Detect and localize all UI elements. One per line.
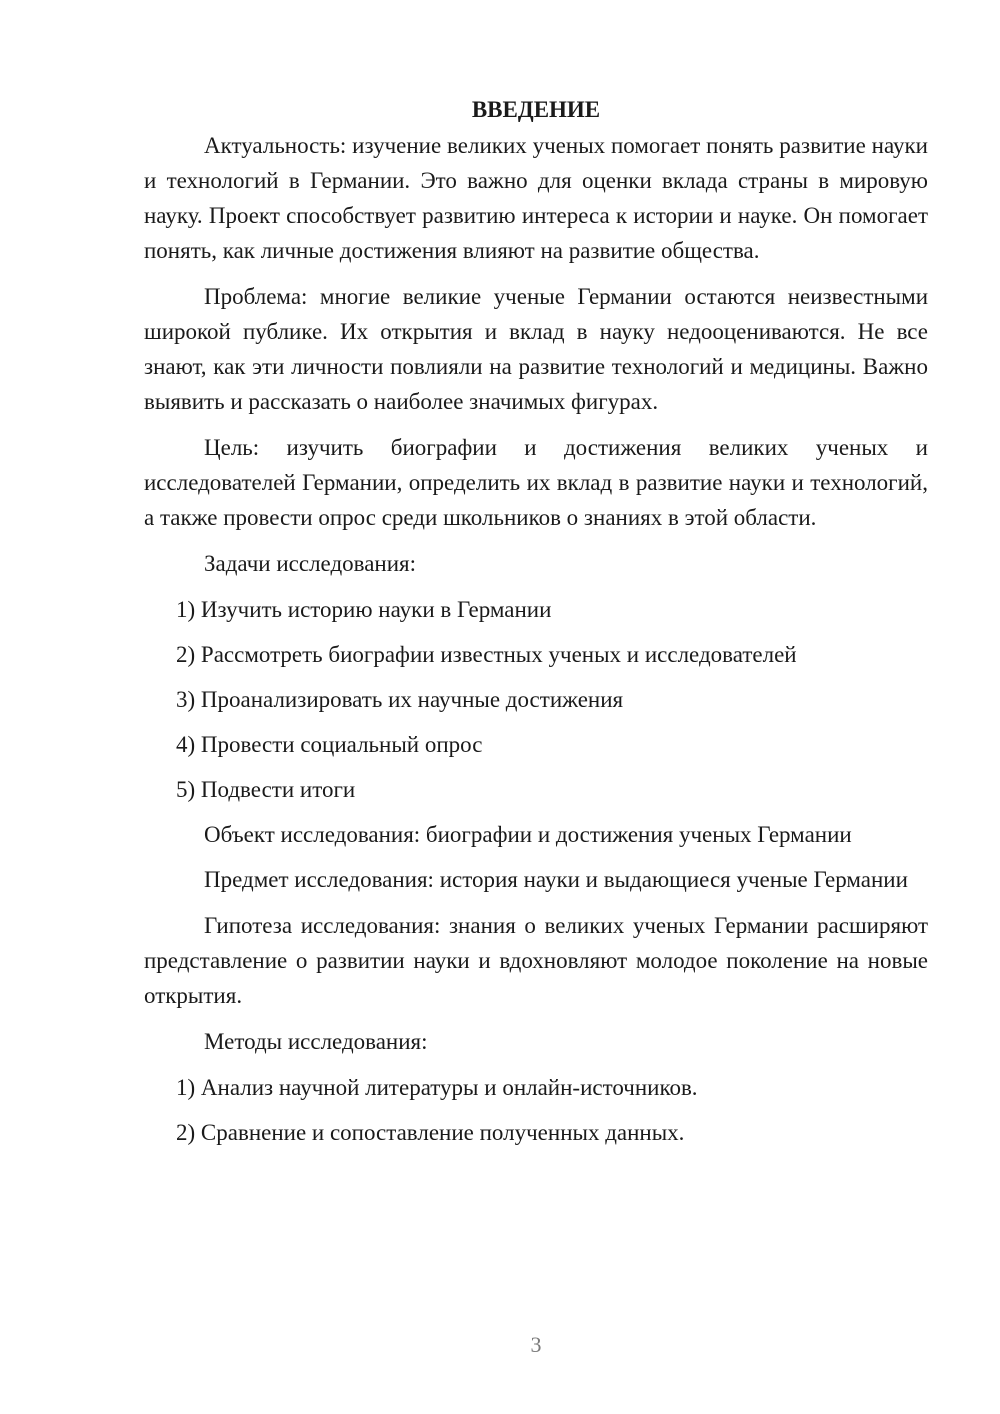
goal-paragraph: Цель: изучить биографии и достижения великих ученых и исследователей Германии, определить их вклад в развитие науки и технологий, а также провести опрос среди школьников о знаниях в этой области. [144,435,928,530]
hypothesis-paragraph: Гипотеза исследования: знания о великих ученых Германии расширяют представление о развитии науки и вдохновляют молодое поколение на новые открытия. [144,913,928,1008]
tasks-list [144,592,928,807]
list-item: 1) Анализ научной литературы и онлайн-источников. [176,1075,698,1100]
list-item: 2) Рассмотреть биографии известных ученых и исследователей [176,642,797,667]
list-item: 1) Изучить историю науки в Германии [176,597,552,622]
page-title: ВВЕДЕНИЕ [471,97,601,122]
document-page [144,92,928,1160]
list-item: 3) Проанализировать их научные достижения [176,687,624,712]
object-paragraph: Объект исследования: биографии и достижения ученых Германии [204,822,852,847]
list-item: 2) Сравнение и сопоставление полученных данных. [176,1120,685,1145]
methods-list [144,1070,928,1150]
list-item: 4) Провести социальный опрос [176,732,483,757]
tasks-heading: Задачи исследования: [204,551,417,576]
methods-heading: Методы исследования: [204,1029,428,1054]
list-item: 5) Подвести итоги [176,777,356,802]
subject-paragraph: Предмет исследования: история науки и выдающиеся ученые Германии [204,867,908,892]
relevance-paragraph: Актуальность: изучение великих ученых помогает понять развитие науки и технологий в Германии. Это важно для оценки вклада страны в мировую науку. Проект способствует развитию интереса к истории и науке. Он помогает понять, как личные достижения влияют на развитие общества. [144,133,928,263]
problem-paragraph: Проблема: многие великие ученые Германии остаются неизвестными широкой публике. Их открытия и вклад в науку недооцениваются. Не все знают, как эти личности повлияли на развитие технологий и медицины. Важно выявить и рассказать о наиболее значимых фигурах. [144,284,928,414]
page-number: 3 [530,1332,542,1357]
